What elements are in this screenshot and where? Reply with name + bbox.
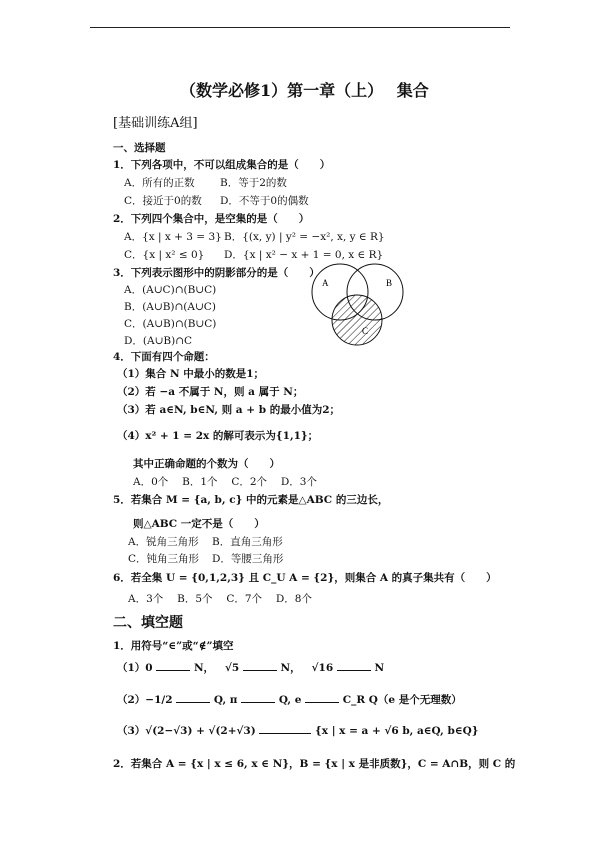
q1-option-a: A．所有的正数 bbox=[124, 177, 195, 189]
q2-option-c: C．{x | x² ≤ 0} bbox=[124, 249, 205, 261]
q1-option-c: C．接近于0的数 bbox=[124, 195, 202, 207]
q4-prop-1: （1）集合 N 中最小的数是1； bbox=[117, 368, 265, 380]
q5-stem: 5．若集合 M = {a, b, c} 中的元素是△ABC 的三边长， bbox=[113, 494, 389, 506]
f1-r1-blank-3[interactable] bbox=[337, 661, 371, 671]
f1-r2-blank-2[interactable] bbox=[241, 693, 275, 703]
f1-r2-d: C_R Q（e 是个无理数） bbox=[342, 694, 462, 706]
q2-stem: 2．下列四个集合中，是空集的是（ ） bbox=[113, 213, 310, 225]
page-title: （数学必修1）第一章（上） 集合 bbox=[180, 81, 429, 100]
q5-option-a: A．锐角三角形 bbox=[128, 536, 199, 548]
q1-option-d: D．不等于0的偶数 bbox=[220, 195, 309, 207]
f1-r2-a: （2）−1/2 bbox=[117, 694, 173, 706]
f1-r3-b: {x | x = a + √6 b, a∈Q, b∈Q} bbox=[315, 725, 479, 737]
section-heading-choice: 一、选择题 bbox=[113, 142, 166, 154]
f1-row-3 bbox=[117, 723, 479, 738]
q2-option-d: D．{x | x² − x + 1 = 0, x ∈ R} bbox=[224, 249, 384, 261]
f1-r1-blank-2[interactable] bbox=[243, 661, 277, 671]
group-heading: [基础训练A组] bbox=[113, 116, 198, 131]
q6-options: A．3个 B．5个 C．7个 D．8个 bbox=[128, 593, 312, 605]
f1-r1-e: √16 bbox=[311, 662, 334, 674]
q4-ask: 其中正确命题的个数为（ ） bbox=[133, 458, 280, 470]
f1-r1-b: N， bbox=[193, 662, 215, 674]
f1-r2-b: Q, π bbox=[213, 694, 238, 706]
f1-r1-blank-1[interactable] bbox=[156, 661, 190, 671]
f1-r1-d: N， bbox=[280, 662, 301, 674]
venn-diagram bbox=[300, 258, 415, 350]
f1-row-1 bbox=[117, 660, 384, 675]
q5-option-d: D．等腰三角形 bbox=[212, 553, 284, 565]
q3-option-d: D．(A∪B)∩C bbox=[124, 335, 193, 347]
q3-option-a: A．(A∪C)∩(B∪C) bbox=[124, 284, 217, 296]
venn-label-b: B bbox=[386, 278, 393, 288]
q3-option-c: C．(A∪B)∩(B∪C) bbox=[124, 318, 217, 330]
q5-option-c: C．钝角三角形 bbox=[128, 553, 200, 565]
venn-label-c: C bbox=[362, 326, 369, 336]
f1-r2-c: Q, e bbox=[278, 694, 302, 706]
q2-option-a: A．{x | x + 3 = 3} bbox=[124, 231, 222, 243]
q5-ask: 则△ABC 一定不是（ ） bbox=[133, 518, 265, 530]
q3-stem: 3．下列表示图形中的阴影部分的是（ ） bbox=[113, 267, 320, 279]
f1-r1-c: √5 bbox=[225, 662, 240, 674]
q1-option-b: B．等于2的数 bbox=[220, 177, 287, 189]
f1-r3-blank[interactable] bbox=[259, 724, 311, 734]
q4-options: A．0个 B．1个 C．2个 D．3个 bbox=[133, 476, 317, 488]
f1-stem: 1．用符号“∈”或“∉”填空 bbox=[113, 640, 234, 652]
f1-r1-f: N bbox=[374, 662, 385, 674]
f2-stem: 2．若集合 A = {x | x ≤ 6, x ∈ N}，B = {x | x 是非质数}，C = A∩B，则 C 的 bbox=[113, 758, 516, 770]
q4-prop-3: （3）若 a∈N, b∈N, 则 a + b 的最小值为2； bbox=[117, 404, 340, 416]
q4-prop-2: （2）若 −a 不属于 N，则 a 属于 N； bbox=[117, 386, 304, 398]
f1-r2-blank-3[interactable] bbox=[305, 693, 339, 703]
q4-stem: 4．下面有四个命题： bbox=[113, 351, 215, 363]
f1-r2-blank-1[interactable] bbox=[176, 693, 210, 703]
q2-option-b: B．{(x, y) | y² = −x², x, y ∈ R} bbox=[224, 231, 385, 243]
top-rule bbox=[90, 27, 510, 28]
f1-r3-a: （3）√(2−√3) + √(2+√3) bbox=[117, 725, 256, 737]
q6-stem: 6．若全集 U = {0,1,2,3} 且 C_U A = {2}，则集合 A 的真子集共有（ ） bbox=[113, 572, 497, 584]
venn-label-a: A bbox=[322, 278, 329, 288]
f1-r1-a: （1）0 bbox=[117, 662, 153, 674]
section-heading-fill: 二、填空题 bbox=[113, 615, 183, 631]
f1-row-2 bbox=[117, 692, 462, 707]
q3-option-b: B．(A∪B)∩(A∪C) bbox=[124, 301, 216, 313]
q1-stem: 1．下列各项中，不可以组成集合的是（ ） bbox=[113, 159, 331, 171]
q5-option-b: B．直角三角形 bbox=[212, 536, 283, 548]
q4-prop-4: （4）x² + 1 = 2x 的解可表示为{1,1}； bbox=[117, 430, 319, 442]
